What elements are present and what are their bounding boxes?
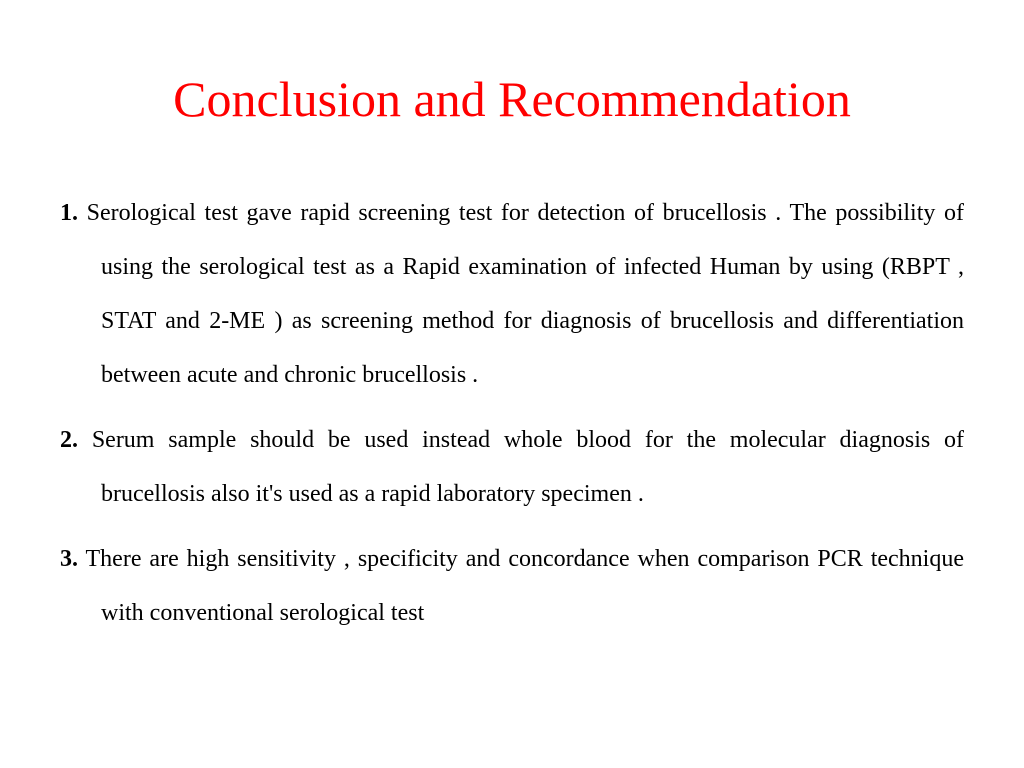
- item-number: 1.: [60, 200, 78, 226]
- slide-title: Conclusion and Recommendation: [173, 71, 851, 127]
- list-item-1: [60, 186, 964, 402]
- item-text: Serum sample should be used instead whole blood for the molecular diagnosis of brucellosis also it's used as a rapid laboratory specimen .: [91, 427, 965, 507]
- list-item-2: [60, 413, 964, 521]
- list-item-3: [60, 532, 964, 640]
- item-text: There are high sensitivity , specificity and concordance when comparison PCR technique with conventional serological test: [85, 546, 964, 626]
- item-number: 2.: [60, 427, 78, 453]
- item-text: Serological test gave rapid screening test for detection of brucellosis . The possibility of using the serological test as a Rapid examination of infected Human by using (RBPT , STAT and 2-ME ) as screening method for diagnosis of brucellosis and differentiation between acute and chronic brucellosis .: [86, 200, 965, 388]
- recommendation-list: [60, 186, 964, 651]
- item-number: 3.: [60, 546, 78, 572]
